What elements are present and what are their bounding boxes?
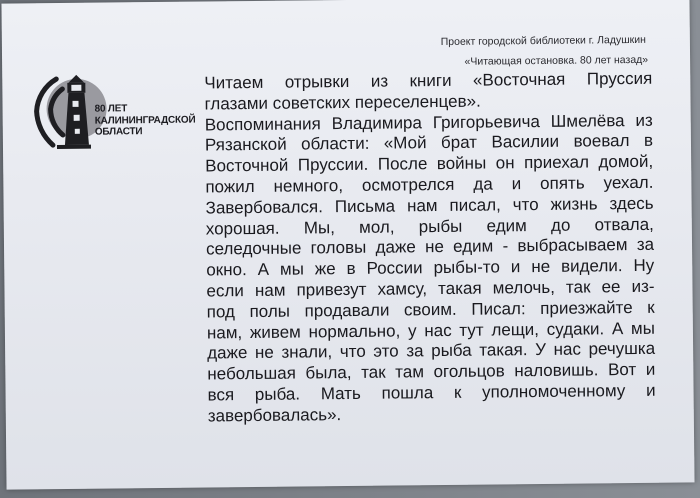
text-line: под полы продавали своим. Писал: приезжайте к xyxy=(206,297,655,322)
article-text xyxy=(204,69,656,427)
text-line: Читаем отрывки из книги «Восточная Пруссия xyxy=(204,68,653,93)
text-line: нам, живем нормально, у нас тут лещи, судаки. А мы xyxy=(206,318,656,343)
text-line: Завербовался. Письма нам писал, что жизнь здесь xyxy=(205,193,654,218)
logo-caption xyxy=(95,103,196,139)
project-title: Проект городской библиотеки г. Ладушкин xyxy=(440,33,646,49)
text-line: небольшая была, так там огольцов наловишь. Вот и xyxy=(207,359,656,384)
text-line: завербовалась». xyxy=(207,404,342,426)
text-line: хорошая. Мы, мол, рыбы едим до отвала, xyxy=(205,214,654,239)
text-line: вся рыба. Мать пошла к уполномоченному и xyxy=(207,380,656,405)
text-line: даже не знали, что это за рыба такая. У нас речушка xyxy=(207,339,656,363)
anniversary-logo xyxy=(26,69,207,161)
text-line: глазами советских переселенцев». xyxy=(204,91,481,114)
text-line: окно. А мы же в России рыбы-то и не видели. Ну xyxy=(206,255,655,280)
logo-line-2: КАЛИНИНГРАДСКОЙ xyxy=(94,114,196,127)
logo-line-1: 80 ЛЕТ xyxy=(94,103,128,115)
text-line: если нам привезут хамсу, такая мелочь, так ее из- xyxy=(206,276,655,301)
logo-line-3: ОБЛАСТИ xyxy=(94,126,143,138)
text-line: селедочные головы даже не едим - выбрасываем за xyxy=(205,235,655,259)
text-line: Воспоминания Владимира Григорьевича Шмелёва из xyxy=(204,110,653,135)
project-subtitle: «Читающая остановка. 80 лет назад» xyxy=(464,53,649,68)
text-line: Восточной Пруссии. После войны он приехал домой, xyxy=(205,151,654,176)
document-sheet xyxy=(1,0,694,490)
text-line: пожил немного, осмотрелся да и опять уехал. xyxy=(205,172,654,197)
text-line: Рязанской области: «Мой брат Василии воевал в xyxy=(204,131,654,155)
